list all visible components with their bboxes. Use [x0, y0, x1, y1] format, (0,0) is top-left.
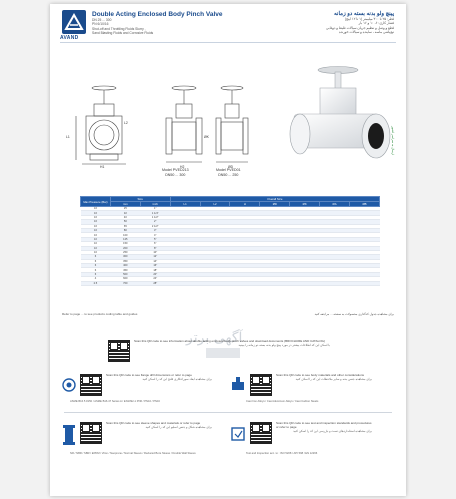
table-cell: 14" — [140, 259, 170, 263]
table-cell: 4" — [140, 233, 170, 237]
svg-text:ارسال به سراسر کشور: ارسال به سراسر کشور — [391, 126, 395, 156]
model-name: Model PVED213 — [162, 168, 189, 172]
sub-en-line: DN 25 ... 300 — [92, 18, 112, 22]
qr-code-icon[interactable] — [250, 422, 272, 444]
table-cell: 16 — [81, 215, 111, 219]
sub-en-line: Sand Blasting Fluids and Corrosive Fluids — [92, 31, 154, 36]
table-cell: 350 — [110, 259, 140, 263]
section-divider — [64, 412, 392, 413]
table-cell: 40 — [110, 215, 140, 219]
table-cell: 6 — [81, 259, 111, 263]
table-cell: 32 — [110, 211, 140, 215]
sub-fa-line: قطع و وصل و تنظیم جریان سیالات غلیظ و دوغابی — [325, 25, 394, 30]
qr-text-en: Scan this QR code to see information about double acting enclosed body pinch valves and download documents (BROCHURE AND CATALOG) — [134, 339, 325, 343]
dim-label: ØK — [204, 135, 209, 139]
product-photo — [272, 56, 396, 176]
table-cell: 20" — [140, 272, 170, 276]
table-cell: 450 — [110, 268, 140, 272]
sub-fa-line: تیغ‌پاشی ماسه ، ساینده و سیالات خورنده — [338, 30, 394, 35]
table-cell — [230, 281, 260, 285]
table-cell: 6 — [81, 268, 111, 272]
watermark-text: آگهی برتر — [186, 330, 243, 346]
qr-text-en: Scan this QR code to see flange drill dimensions or refer to page — [106, 373, 192, 377]
model-range: DN50 ... 300 — [165, 172, 186, 177]
table-cell: 400 — [110, 264, 140, 268]
table-body — [81, 207, 380, 286]
table-cell: 16 — [81, 207, 111, 211]
qr-text-fa: برای مشاهده ابعاد سوراخکاری فلنج این کد را اسکن کنید — [142, 376, 212, 381]
test-standards-caption: Test and Inspection acc. to : ISO 5208 / API 598 / EN 12266 — [246, 452, 318, 455]
title-fa: پینچ ولو بدنه بسته دو زمانه — [333, 11, 394, 17]
sub-en-line: Shut-off and Throttling Fluids Slurry , — [92, 26, 146, 31]
body-materials-caption: Cast Iron Alloys / Cast Aluminum Alloys / Cast Carbon Steels — [246, 400, 319, 403]
table-cell: 2" — [140, 220, 170, 224]
table-cell: 3" — [140, 228, 170, 232]
table-cell: 150 — [110, 242, 140, 246]
table-cell: 80 — [110, 228, 140, 232]
qr-text-fa: با اسکن این کد اطلاعات بیشتر در مورد پینچ ولو بدنه بسته دو زمانه را ببینید — [238, 342, 330, 347]
flange-icon — [62, 376, 76, 394]
dim-label: ØD — [228, 165, 234, 169]
dim-label: L1 — [66, 135, 70, 139]
table-cell — [200, 281, 230, 285]
table-cell: 6 — [81, 264, 111, 268]
qr-panel-test — [250, 422, 390, 444]
table-cell: 1 1/4" — [140, 211, 170, 215]
col-dim: ØA — [320, 202, 350, 207]
table-cell: 300 — [110, 255, 140, 259]
col-dim: ØB — [350, 202, 380, 207]
table-cell: 16" — [140, 264, 170, 268]
col-dim: H — [230, 202, 260, 207]
col-dim: ØK — [290, 202, 320, 207]
qr-text-fa: برای مشاهده استانداردهای تست و بازرسی این کد را اسکن کنید — [293, 428, 372, 433]
table-cell: 6" — [140, 242, 170, 246]
model-caption — [216, 168, 241, 177]
valve-body-icon — [230, 376, 246, 394]
table-cell: 10 — [81, 246, 111, 250]
header-persian — [274, 11, 394, 35]
logo-text: AVAND — [60, 35, 79, 41]
table-cell — [260, 281, 290, 285]
qr-code-icon[interactable] — [80, 374, 102, 396]
col-pressure: Max Pressure (Bar) — [81, 197, 111, 207]
qr-text-fa: برای مشاهده شکل و جنس اسلیو این کد را اسکن کنید — [145, 424, 212, 429]
table-cell — [320, 281, 350, 285]
table-cell: 600 — [110, 277, 140, 281]
qr-code-icon[interactable] — [80, 422, 102, 444]
table-cell: 700 — [110, 281, 140, 285]
col-mm: mm — [110, 202, 140, 207]
table-cell: 500 — [110, 272, 140, 276]
model-caption — [162, 168, 189, 177]
qr-code-icon[interactable] — [250, 374, 272, 396]
table-cell: 5" — [140, 237, 170, 241]
title-en: Double Acting Enclosed Body Pinch Valve — [92, 11, 223, 18]
valve-drawing-svg — [62, 64, 262, 184]
table-cell: 25 — [110, 207, 140, 211]
dim-label: H1 — [100, 165, 105, 169]
table-cell: 65 — [110, 224, 140, 228]
table-cell — [170, 281, 200, 285]
qr-text-en: Scan this QR code to see test and inspection standards and procedures or refer to page — [276, 421, 372, 429]
sleeve-materials-caption: NR / NBR / SBR / EPDM / Viton / Neoprene / Normal Sleeve / Reduced Bore Sleeve / Double Wall Sleeve — [70, 452, 196, 455]
table-cell: 24" — [140, 277, 170, 281]
avand-logo-icon — [62, 10, 86, 34]
table-cell: 200 — [110, 246, 140, 250]
sub-en-line: PN 6/10/16 — [92, 22, 109, 27]
coding-note-fa: برای مشاهده جدول کدگذاری محصولات به صفحه ... مراجعه کنید — [314, 312, 394, 316]
table-cell: 10" — [140, 250, 170, 254]
qr-text-en: Scan this QR code to see body materials and other considerations — [276, 373, 365, 377]
table-cell: 1" — [140, 207, 170, 211]
table-cell: 16 — [81, 224, 111, 228]
table-cell: 10 — [81, 250, 111, 254]
technical-drawings — [62, 64, 262, 184]
sub-fa-line: قطر: ۲۵ تا ۳۰۰ میلیمتر (۱ تا ۱۲ اینچ) — [344, 17, 394, 21]
table-cell: 10 — [81, 237, 111, 241]
table-cell: 8" — [140, 246, 170, 250]
col-inch: inch — [140, 202, 170, 207]
sub-fa-line: فشار کاری: ۶، ۱۰ و ۱۶ بار — [358, 21, 394, 26]
table-cell: 100 — [110, 233, 140, 237]
table-cell — [290, 281, 320, 285]
model-range: DN50 ... 250 — [218, 172, 239, 177]
table-cell: 16 — [81, 211, 111, 215]
table-cell: 16 — [81, 233, 111, 237]
table-cell: 28" — [140, 281, 170, 285]
catalog-page — [50, 4, 406, 496]
col-overall: Overall Size — [170, 197, 379, 202]
qr-panel-body — [250, 374, 390, 396]
col-dim: ØD — [260, 202, 290, 207]
table-row — [81, 281, 380, 285]
table-cell: 2 1/2" — [140, 224, 170, 228]
flange-standards-caption: ASME B16.5 #150 / ASME B16.47 Series A / EN1092-1 PN6 / PN10 / PN16 — [70, 400, 160, 403]
table-cell: 4 — [81, 277, 111, 281]
inspection-icon — [230, 424, 246, 444]
table-cell: 125 — [110, 237, 140, 241]
table-cell: 6 — [81, 272, 111, 276]
qr-panel-sleeve — [80, 422, 230, 444]
dim-label: H2 — [180, 165, 185, 169]
dimensions-table — [80, 196, 380, 286]
col-size: Size — [110, 197, 170, 202]
table-cell: 12" — [140, 255, 170, 259]
dim-label: L2 — [124, 121, 128, 125]
col-dim: L1 — [170, 202, 200, 207]
model-name: Model PVED01 — [216, 168, 241, 172]
table-cell: 2.5 — [81, 281, 111, 285]
qr-text-en: Scan this QR code to see sleeve shapes and materials or refer to page — [106, 421, 201, 425]
table-cell: 250 — [110, 250, 140, 254]
qr-panel-brochure — [108, 340, 348, 362]
qr-text-fa: برای مشاهده جنس بدنه و سایر ملاحظات این کد را اسکن کنید — [295, 376, 372, 381]
col-dim: L2 — [200, 202, 230, 207]
table-cell: 10 — [81, 242, 111, 246]
header-english — [92, 11, 223, 36]
coding-note-en: Refer to page ... to see products coding table and guides — [62, 312, 138, 316]
qr-code-icon[interactable] — [108, 340, 130, 362]
table-cell: 50 — [110, 220, 140, 224]
qr-panel-flange — [80, 374, 230, 396]
table-cell: 6 — [81, 255, 111, 259]
header-divider — [60, 42, 396, 43]
table-cell: 1 1/2" — [140, 215, 170, 219]
table-cell — [350, 281, 380, 285]
table-cell: 16 — [81, 220, 111, 224]
sleeve-icon — [62, 424, 76, 446]
table-cell: 18" — [140, 268, 170, 272]
table-cell: 16 — [81, 228, 111, 232]
